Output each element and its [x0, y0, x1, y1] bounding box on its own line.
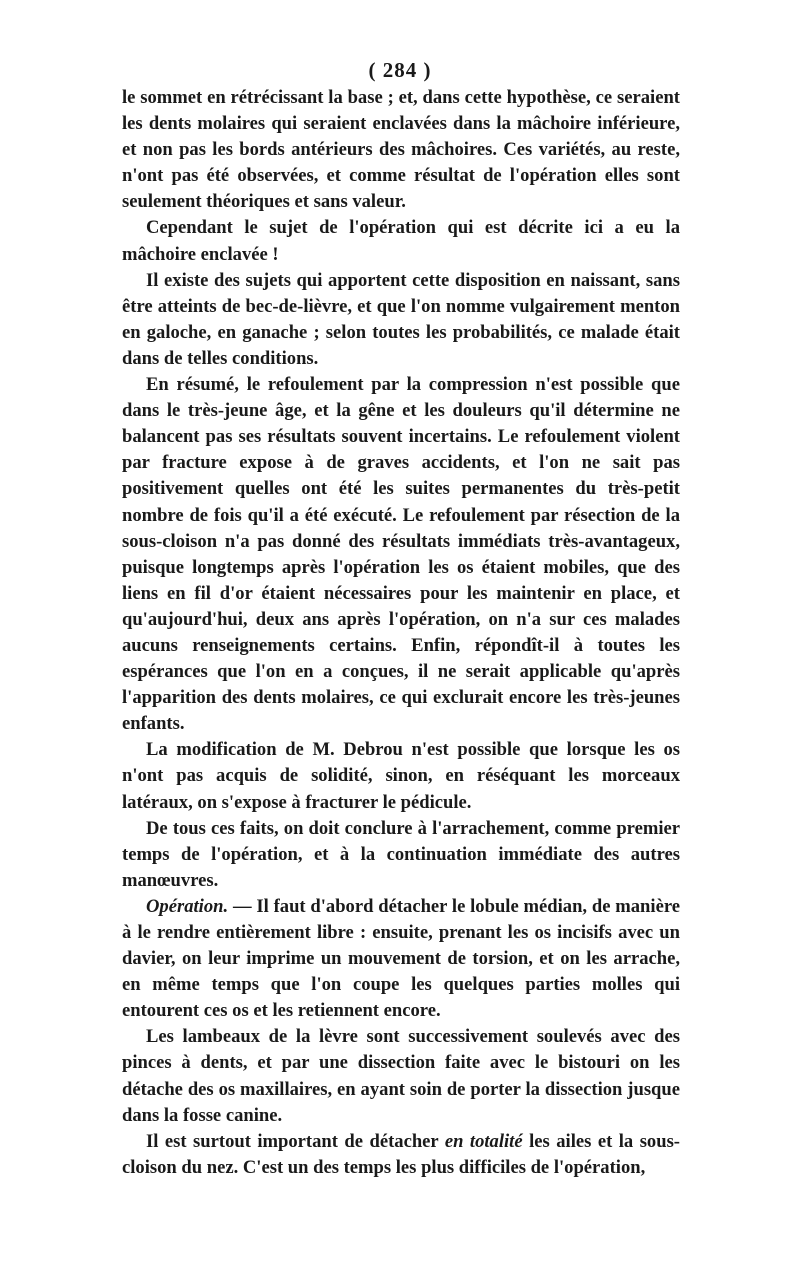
paragraph-6: De tous ces faits, on doit conclure à l'arrachement, comme premier temps de l'opération, et à la continuation immédiate des autres manœuvres.	[122, 817, 680, 891]
paragraph-2: Cependant le sujet de l'opération qui est décrite ici a eu la mâchoire enclavée !	[122, 217, 680, 265]
paragraph-1: le sommet en rétrécissant la base ; et, dans cette hypothèse, ce seraient les dents molaires qui seraient enclavées dans la mâchoire inférieure, et non pas les bords antérieurs des mâchoires. Ces variétés, au reste, n'ont pas été observées, et comme résultat de l'opération elles sont seulement théoriques et sans valeur.	[122, 87, 680, 213]
paragraph-3: Il existe des sujets qui apportent cette disposition en naissant, sans être atteints de bec-de-lièvre, et que l'on nomme vulgairement menton en galoche, en ganache ; selon toutes les probabilités, ce malade était dans de telles conditions.	[122, 269, 680, 369]
paragraph-9	[122, 1129, 680, 1181]
paragraph-5: La modification de M. Debrou n'est possible que lorsque les os n'ont pas acquis de solidité, sinon, en réséquant les morceaux latéraux, on s'expose à fracturer le pédicule.	[122, 739, 680, 813]
emphasis-en-totalite: en totalité	[444, 1130, 523, 1152]
paragraph-8: Les lambeaux de la lèvre sont successivement soulevés avec des pinces à dents, et par une dissection faite avec le bistouri on les détache des os maxillaires, en ayant soin de porter la dissection jusque dans la fosse canine.	[122, 1026, 680, 1126]
body-text	[122, 85, 680, 1181]
paragraph-4: En résumé, le refoulement par la compression n'est possible que dans le très-jeune âge, et la gêne et les douleurs qu'il détermine ne balancent pas ses résultats souvent incertains. Le refoulement violent par fracture expose à de graves accidents, et l'on ne sait pas positivement quelles ont été les suites permanentes du très-petit nombre de fois qu'il a été exécuté. Le refoulement par résection de la sous-cloison n'a pas donné des résultats immédiats très-avantageux, puisque longtemps après l'opération les os étaient mobiles, que des liens en fil d'or étaient nécessaires pour les maintenir en place, et qu'aujourd'hui, deux ans après l'opération, on n'a sur ces malades aucuns renseignements certains. Enfin, répondît-il à toutes les espérances que l'on en a conçues, il ne serait applicable qu'après l'apparition des dents molaires, ce qui exclurait encore les très-jeunes enfants.	[122, 374, 680, 735]
page-number: ( 284 )	[368, 58, 432, 82]
paragraph-7	[122, 894, 680, 1024]
paragraph-9-before: Il est surtout important de détacher	[146, 1130, 445, 1152]
paragraph-9-after: les ailes et la sous-cloison du nez. C'est un des temps les plus difficiles de l'opération,	[122, 1130, 680, 1178]
section-heading-operation: Opération.	[146, 895, 229, 917]
paragraph-7-text: — Il faut d'abord détacher le lobule médian, de manière à le rendre entièrement libre : ensuite, prenant les os incisifs avec un davier, on leur imprime un mouvement de torsion, et on les arrache, en même temps que l'on coupe les quelques parties molles qui entourent ces os et les retiennent encore.	[122, 895, 680, 1022]
